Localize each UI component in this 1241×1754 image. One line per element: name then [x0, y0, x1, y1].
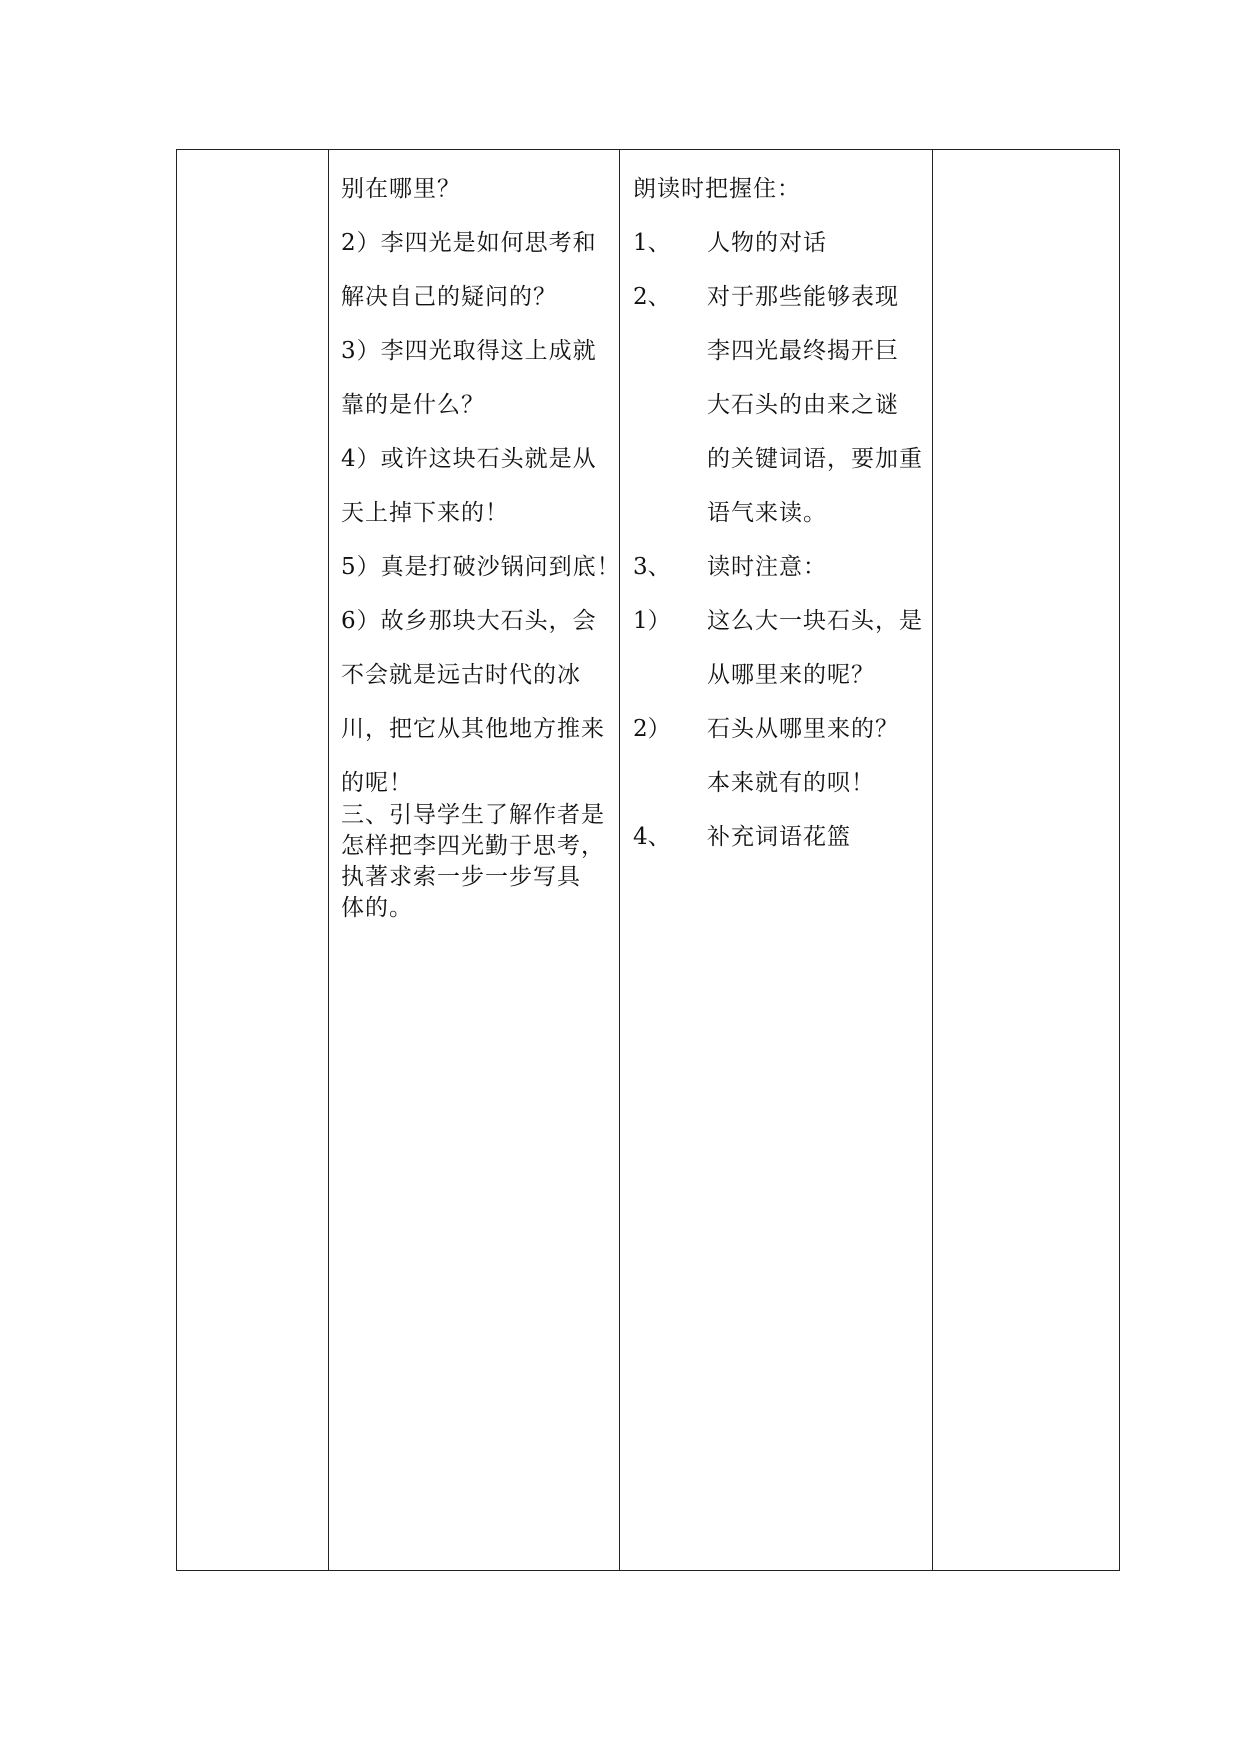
item-number: 2、	[633, 284, 671, 310]
item-text: 大石头的由来之谜	[707, 392, 899, 418]
text-line: 6）故乡那块大石头，会	[341, 608, 597, 634]
text-line: 的呢！	[341, 770, 413, 796]
item-number: 3、	[633, 554, 671, 580]
column-divider	[619, 150, 620, 1570]
text-line: 2）李四光是如何思考和	[341, 230, 597, 256]
item-number: 4、	[633, 824, 671, 850]
column-divider	[932, 150, 933, 1570]
item-number: 1、	[633, 230, 671, 256]
notes-heading: 朗读时把握住：	[633, 176, 801, 202]
text-line: 解决自己的疑问的？	[341, 284, 557, 310]
text-line: 怎样把李四光勤于思考，	[341, 833, 605, 859]
text-line: 川，把它从其他地方推来	[341, 716, 605, 742]
item-text: 本来就有的呗！	[707, 770, 875, 796]
item-text: 的关键词语，要加重	[707, 446, 923, 472]
text-line: 别在哪里？	[341, 176, 461, 202]
item-text: 石头从哪里来的？	[707, 716, 899, 742]
column-divider	[328, 150, 329, 1570]
item-text: 补充词语花篮	[707, 824, 851, 850]
item-text: 人物的对话	[707, 230, 827, 256]
text-line: 天上掉下来的！	[341, 500, 509, 526]
item-text: 对于那些能够表现	[707, 284, 899, 310]
text-line: 4）或许这块石头就是从	[341, 446, 597, 472]
text-line: 靠的是什么？	[341, 392, 485, 418]
item-number: 2）	[633, 716, 671, 742]
text-line: 不会就是远古时代的冰	[341, 662, 581, 688]
item-text: 这么大一块石头，是	[707, 608, 923, 634]
item-number: 1）	[633, 608, 671, 634]
text-line: 执著求索一步一步写具	[341, 864, 581, 890]
text-line: 5）真是打破沙锅问到底！	[341, 554, 621, 580]
item-text: 读时注意：	[707, 554, 827, 580]
item-text: 李四光最终揭开巨	[707, 338, 899, 364]
lesson-table	[176, 149, 1120, 1571]
text-line: 3）李四光取得这上成就	[341, 338, 597, 364]
item-text: 语气来读。	[707, 500, 827, 526]
section-heading: 三、引导学生了解作者是	[341, 802, 605, 828]
text-line: 体的。	[341, 895, 413, 921]
item-text: 从哪里来的呢？	[707, 662, 875, 688]
